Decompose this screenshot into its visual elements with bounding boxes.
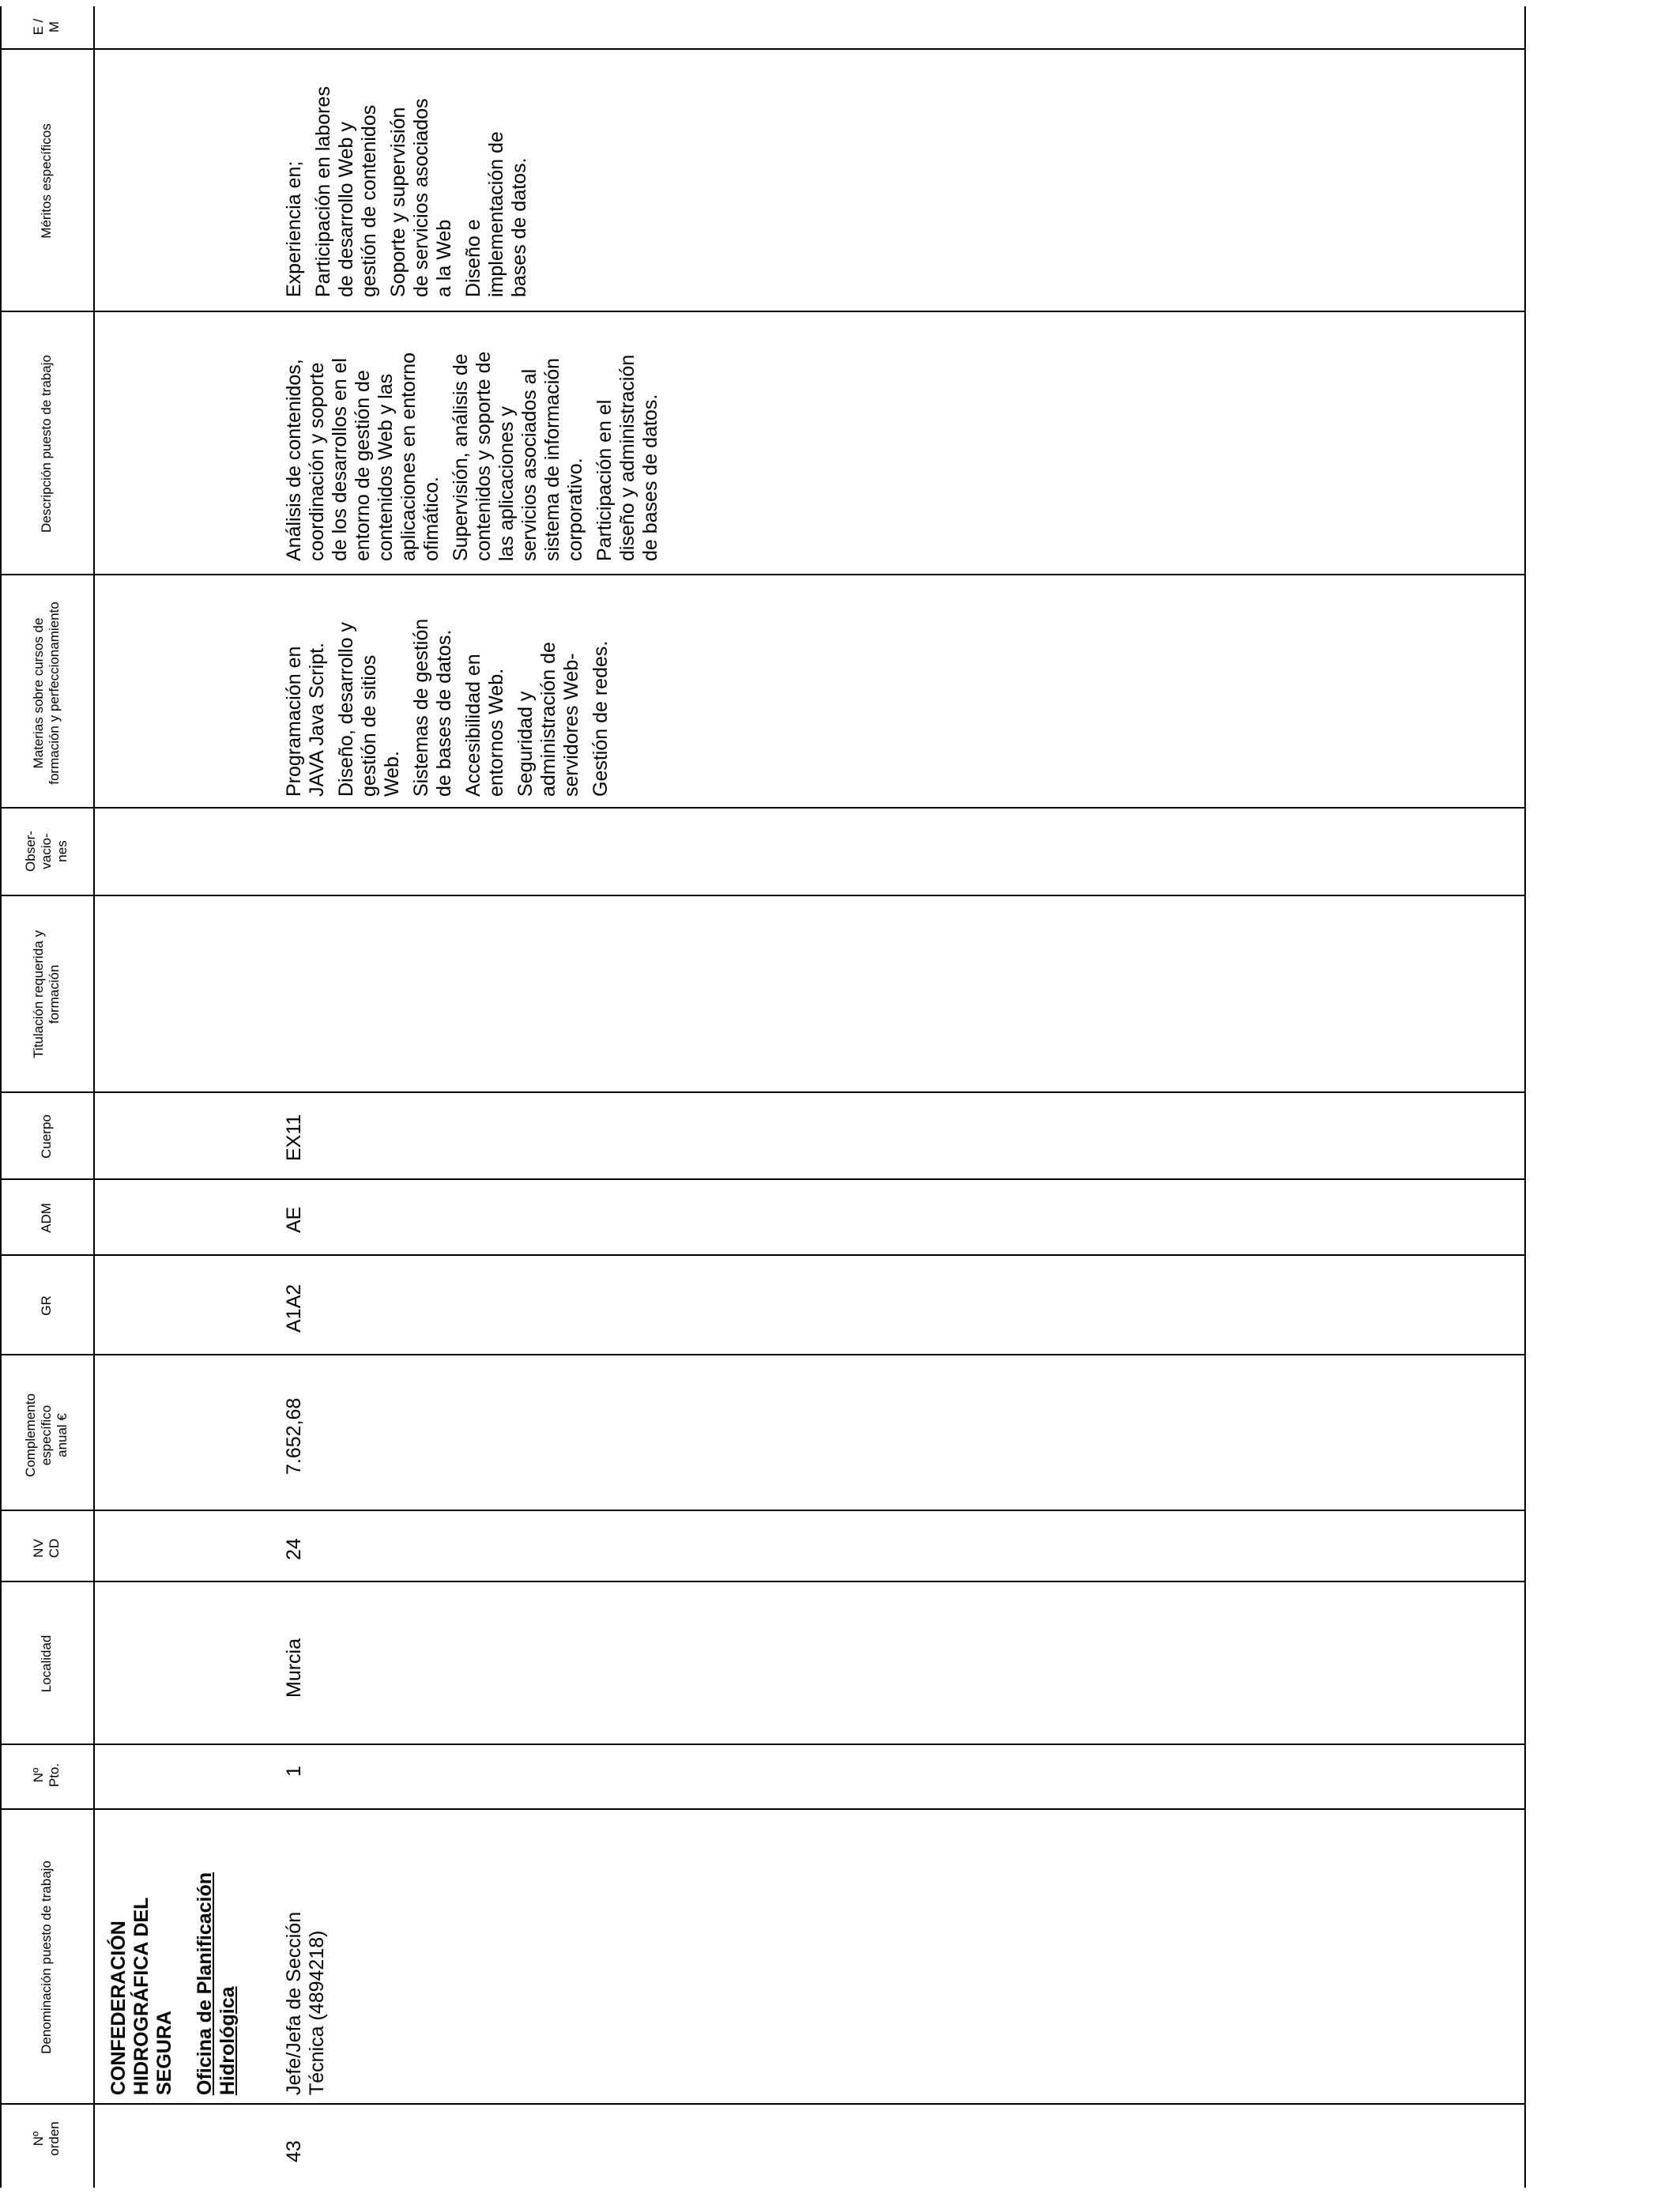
materias-line: administración de [537,642,559,797]
cell-denominacion [283,1815,329,2095]
meritos-paragraph [283,52,306,297]
meritos-line: gestión de contenidos [358,104,380,297]
materias-line: de bases de datos. [433,629,455,797]
materias-paragraph [335,583,404,797]
cell-gr: A1A2 [283,1284,305,1333]
header-gr: GR [39,1295,54,1316]
col-sep-5 [0,1510,1524,1511]
descripcion-line: contenidos y soporte de [473,351,495,561]
cell-orden: 43 [283,2140,305,2162]
meritos-line: implementación de [485,131,507,297]
meritos-line: Experiencia en; [283,160,305,297]
descripcion-line: servicios asociados al [518,368,541,561]
meritos-line: bases de datos. [508,157,530,297]
materias-line: Seguridad y [514,691,537,797]
descripcion-line: contenidos Web y las [375,373,397,561]
header-rule-bottom [93,6,95,2188]
header-em: E / M [31,18,62,36]
descripcion-paragraph [593,316,662,561]
header-localidad: Localidad [39,1634,54,1693]
materias-paragraph [514,583,583,797]
unit-line-2: Hidrológica [217,1986,239,2095]
descripcion-line: Supervisión, análisis de [450,353,472,561]
header-materias: Materias sobre cursos de formación y perfeccionamiento [31,601,62,785]
meritos-paragraph [387,52,456,297]
cell-descripcion [283,316,669,561]
header-titulacion: Titulación requerida y formación [31,930,62,1058]
materias-paragraph [410,583,456,797]
cell-meritos [283,52,537,297]
materias-line: Sistemas de gestión [410,618,432,797]
section-unit-name [194,1815,239,2095]
col-sep-13 [0,311,1524,312]
col-sep-3 [0,1744,1524,1745]
org-line-3: SEGURA [153,2011,175,2095]
meritos-line: Soporte y supervisión [387,107,409,297]
col-sep-6 [0,1354,1524,1355]
descripcion-line: de los desarrollos en el [329,357,351,561]
meritos-line: Diseño e [462,219,484,297]
col-sep-9 [0,1091,1524,1093]
col-sep-8 [0,1178,1524,1180]
materias-line: gestión de sitios [358,654,380,797]
header-descripcion: Descripción puesto de trabajo [39,355,54,533]
header-observaciones: Obser- vacio- nes [23,831,70,872]
header-meritos: Méritos específicos [39,123,54,239]
descripcion-line: las aplicaciones y [495,406,518,561]
descripcion-paragraph [450,316,587,561]
col-sep-1 [0,2103,1524,2105]
materias-line: servidores Web- [560,653,582,797]
descripcion-line: corporativo. [564,458,586,561]
descripcion-paragraph [283,316,443,561]
header-cuerpo: Cuerpo [39,1114,54,1159]
meritos-paragraph [312,52,381,297]
header-complemento: Complemento específico anual € [23,1393,70,1477]
descripcion-line: aplicaciones en entorno [397,352,420,561]
cell-nvcd: 24 [283,1538,305,1560]
col-sep-11 [0,807,1524,809]
materias-line: Accesibilidad en [462,654,484,797]
unit-line-1: Oficina de Planificación [194,1872,216,2095]
descripcion-line: de bases de datos. [639,394,661,561]
descripcion-line: entorno de gestión de [352,370,374,561]
col-sep-14 [0,48,1524,50]
materias-line: Diseño, desarrollo y [335,622,357,797]
cell-materias [283,583,619,797]
org-line-2: HIDROGRÁFICA DEL [130,1897,153,2095]
materias-paragraph [590,583,612,797]
cell-npto: 1 [283,1766,305,1777]
cell-localidad: Murcia [283,1638,305,1698]
descripcion-line: ofimático. [420,477,443,561]
materias-line: Programación en [283,646,305,797]
descripcion-line: Participación en el [593,399,616,561]
header-adm: ADM [39,1203,54,1233]
descripcion-line: sistema de información [541,357,563,561]
col-sep-2 [0,1808,1524,1810]
org-line-1: CONFEDERACIÓN [107,1921,130,2095]
descripcion-line: Análisis de contenidos, [283,359,305,561]
col-sep-12 [0,574,1524,575]
materias-line: Web. [381,751,403,797]
col-sep-4 [0,1581,1524,1582]
header-npto: Nº Pto. [31,1762,62,1788]
meritos-line: Participación en labores [312,86,334,297]
cell-adm: AE [283,1206,305,1233]
denominacion-line-2: Técnica (4894218) [306,1930,328,2095]
col-sep-7 [0,1254,1524,1256]
header-nvcd: NV CD [31,1538,62,1559]
col-sep-10 [0,895,1524,896]
denominacion-line-1: Jefe/Jefa de Sección [283,1911,305,2095]
materias-line: entornos Web. [485,668,507,797]
header-denominacion: Denominación puesto de trabajo [39,1860,54,2054]
meritos-paragraph [462,52,531,297]
materias-paragraph [283,583,329,797]
cell-complemento: 7.652,68 [283,1397,305,1475]
materias-line: Gestión de redes. [590,640,612,797]
materias-paragraph [462,583,508,797]
header-orden: Nº orden [31,2121,62,2156]
meritos-line: de desarrollo Web y [335,122,357,297]
section-org-name [107,1815,176,2095]
meritos-line: a la Web [433,219,455,297]
meritos-line: de servicios asociados [410,98,432,297]
descripcion-line: coordinación y soporte [306,362,328,561]
table-bottom-rule [1524,6,1526,2188]
cell-cuerpo: EX11 [283,1114,305,1161]
materias-line: JAVA Java Script. [306,643,328,797]
descripcion-line: diseño y administración [616,354,638,561]
